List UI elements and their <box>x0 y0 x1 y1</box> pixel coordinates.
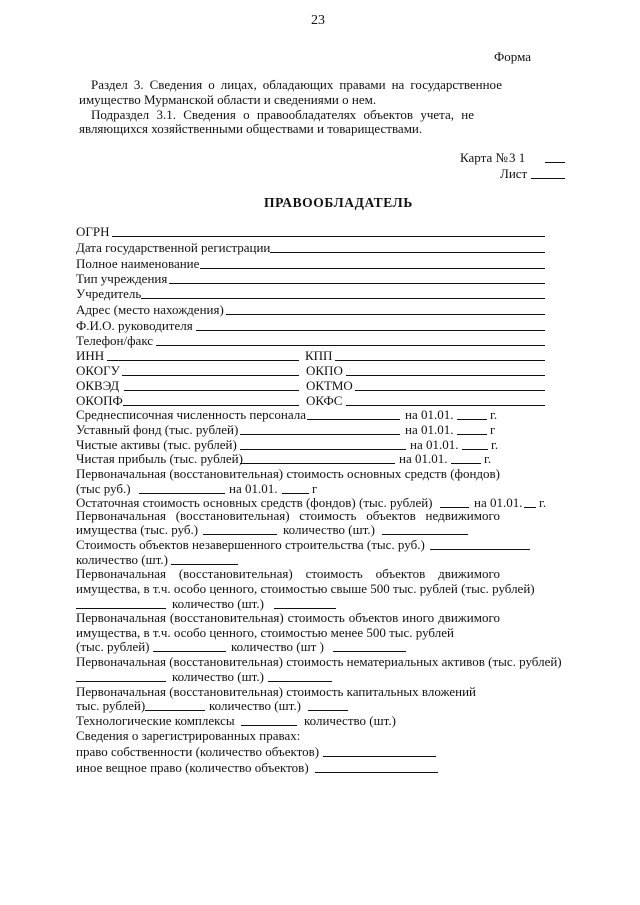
fixed-residual-year-suffix: г. <box>539 495 547 510</box>
okopf-line[interactable] <box>123 405 299 406</box>
reg-date-label: Дата государственной регистрации <box>76 240 271 255</box>
construction-label: Стоимость объектов незавершенного строительства (тыс. руб.) <box>76 537 425 552</box>
phone-line[interactable] <box>156 345 545 346</box>
card-number-label: Карта № <box>460 150 508 165</box>
okved-line[interactable] <box>124 390 299 391</box>
ogrn-label: ОГРН <box>76 224 110 239</box>
document-title: ПРАВООБЛАДАТЕЛЬ <box>264 195 413 210</box>
page-number: 23 <box>311 13 325 28</box>
kpp-line[interactable] <box>335 360 545 361</box>
ownership-label: право собственности (количество объектов) <box>76 744 320 759</box>
capital-inv-count-line[interactable] <box>308 710 348 711</box>
capital-inv-value-line[interactable] <box>145 710 205 711</box>
address-label: Адрес (место нахождения) <box>76 302 224 317</box>
inn-line[interactable] <box>107 360 299 361</box>
other-right-label: иное вещное право (количество объектов) <box>76 760 309 775</box>
fixed-residual-date-label: на 01.01. <box>474 495 523 510</box>
net-profit-date-label: на 01.01. <box>399 451 448 466</box>
kpp-label: КПП <box>305 348 333 363</box>
rights-heading: Сведения о зарегистрированных правах: <box>76 728 301 743</box>
capital-label: Уставный фонд (тыс. рублей) <box>76 422 239 437</box>
fixed-initial-date-label: на 01.01. <box>229 481 278 496</box>
phone-label: Телефон/факс <box>76 333 154 348</box>
fixed-initial-year-line[interactable] <box>282 493 309 494</box>
fixed-initial-year-suffix: г <box>312 481 318 496</box>
realty-count-line[interactable] <box>382 534 468 535</box>
staff-date-label: на 01.01. <box>405 407 454 422</box>
net-profit-year-suffix: г. <box>484 451 492 466</box>
fixed-initial-unit: (тыс руб.) <box>76 481 131 496</box>
founder-label: Учредитель <box>76 286 142 301</box>
capital-inv-unit: тыс. рублей) <box>76 698 146 713</box>
section-heading-line1: Раздел 3. Сведения о лицах, обладающих правами на государственное <box>91 77 502 92</box>
net-assets-line[interactable] <box>240 449 406 450</box>
realty-count-label: количество (шт.) <box>283 522 375 537</box>
section-heading-line2: имущество Мурманской области и сведениями о нем. <box>79 92 377 107</box>
okfs-label: ОКФС <box>306 393 343 408</box>
head-name-line[interactable] <box>196 330 545 331</box>
okpo-label: ОКПО <box>306 363 343 378</box>
movable-value-line[interactable] <box>76 608 166 609</box>
card-number-line[interactable] <box>545 162 565 163</box>
staff-label: Среднесписочная численность персонала <box>76 407 307 422</box>
address-line[interactable] <box>226 314 545 315</box>
movable-count-line[interactable] <box>274 608 336 609</box>
capital-date-label: на 01.01. <box>405 422 454 437</box>
intangible-value-line[interactable] <box>76 681 166 682</box>
net-assets-year-suffix: г. <box>491 437 499 452</box>
other-movable-count-label: количество (шт ) <box>231 639 324 654</box>
net-profit-line[interactable] <box>240 463 395 464</box>
capital-year-line[interactable] <box>457 434 487 435</box>
intangible-count-label: количество (шт.) <box>172 669 264 684</box>
construction-count-label: количество (шт.) <box>76 552 168 567</box>
inst-type-line[interactable] <box>169 283 545 284</box>
okogu-label: ОКОГУ <box>76 363 120 378</box>
okved-label: ОКВЭД <box>76 378 120 393</box>
other-movable-value-line[interactable] <box>153 651 226 652</box>
oktmo-line[interactable] <box>355 390 545 391</box>
card-number-value: 3 1 <box>509 150 526 165</box>
capital-inv-count-label: количество (шт.) <box>209 698 301 713</box>
fixed-residual-year-line[interactable] <box>524 507 536 508</box>
subsection-heading-line1: Подраздел 3.1. Сведения о правообладателях объектов учета, не <box>91 107 474 122</box>
full-name-line[interactable] <box>200 268 545 269</box>
movable-count-label: количество (шт.) <box>172 596 264 611</box>
inn-label: ИНН <box>76 348 105 363</box>
intangible-line1: Первоначальная (восстановительная) стоимость нематериальных активов (тыс. рублей) <box>76 654 562 669</box>
inst-type-label: Тип учреждения <box>76 271 168 286</box>
intangible-count-line[interactable] <box>268 681 332 682</box>
realty-unit: имущества (тыс. руб.) <box>76 522 199 537</box>
tech-complex-value-line[interactable] <box>241 725 297 726</box>
fixed-initial-value-line[interactable] <box>139 493 225 494</box>
realty-value-line[interactable] <box>203 534 277 535</box>
sheet-line[interactable] <box>531 178 565 179</box>
realty-line1: Первоначальная (восстановительная) стоимость объектов недвижимого <box>76 508 500 523</box>
sheet-label: Лист <box>500 166 528 181</box>
form-label: Форма <box>494 49 531 64</box>
staff-year-line[interactable] <box>457 419 487 420</box>
staff-year-suffix: г. <box>490 407 498 422</box>
subsection-heading-line2: являющихся хозяйственными обществами и товариществами. <box>79 121 423 136</box>
okopf-label: ОКОПФ <box>76 393 123 408</box>
net-assets-label: Чистые активы (тыс. рублей) <box>76 437 237 452</box>
okfs-line[interactable] <box>346 405 545 406</box>
ogrn-line[interactable] <box>112 236 545 237</box>
other-movable-unit: (тыс. рублей) <box>76 639 150 654</box>
fixed-initial-line1: Первоначальная (восстановительная) стоимость основных средств (фондов) <box>76 466 500 481</box>
okpo-line[interactable] <box>346 375 545 376</box>
capital-year-suffix: г <box>490 422 496 437</box>
tech-complex-label: Технологические комплексы <box>76 713 235 728</box>
capital-inv-line1: Первоначальная (восстановительная) стоимость капитальных вложений <box>76 684 476 699</box>
construction-count-line[interactable] <box>171 564 238 565</box>
other-right-line[interactable] <box>315 772 438 773</box>
ownership-line[interactable] <box>323 756 436 757</box>
net-profit-year-line[interactable] <box>451 463 481 464</box>
founder-line[interactable] <box>141 298 545 299</box>
tech-complex-count-label: количество (шт.) <box>304 713 396 728</box>
fixed-residual-label: Остаточная стоимость основных средств (фондов) (тыс. рублей) <box>76 495 433 510</box>
head-name-label: Ф.И.О. руководителя <box>76 318 193 333</box>
other-movable-count-line[interactable] <box>333 651 406 652</box>
full-name-label: Полное наименование <box>76 256 200 271</box>
net-assets-year-line[interactable] <box>462 449 488 450</box>
oktmo-label: ОКТМО <box>306 378 353 393</box>
net-profit-label: Чистая прибыль (тыс. рублей) <box>76 451 243 466</box>
other-movable-line2: имущества, в т.ч. особо ценного, стоимостью менее 500 тыс. рублей <box>76 625 454 640</box>
construction-value-line[interactable] <box>430 549 530 550</box>
capital-line[interactable] <box>240 434 400 435</box>
other-movable-line1: Первоначальная (восстановительная) стоимость объектов иного движимого <box>76 610 500 625</box>
net-assets-date-label: на 01.01. <box>410 437 459 452</box>
movable-line1: Первоначальная (восстановительная) стоимость объектов движимого <box>76 566 500 581</box>
okogu-line[interactable] <box>122 375 299 376</box>
reg-date-line[interactable] <box>270 252 545 253</box>
staff-line[interactable] <box>307 419 400 420</box>
movable-line2: имущества, в т.ч. особо ценного, стоимостью свыше 500 тыс. рублей (тыс. рублей) <box>76 581 535 596</box>
